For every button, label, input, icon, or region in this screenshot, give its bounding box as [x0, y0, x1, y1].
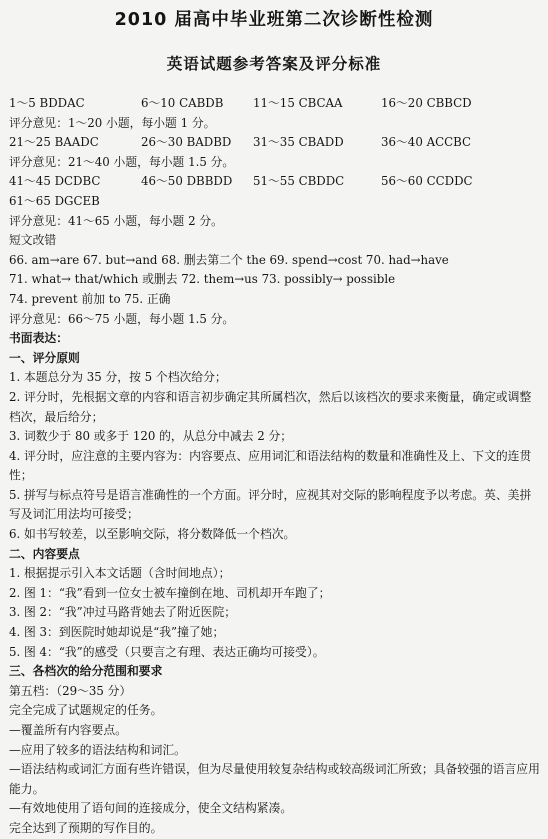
grading-note: 评分意见：66～75 小题，每小题 1.5 分。 — [9, 311, 235, 326]
grading-note: 评分意见：21～40 小题，每小题 1.5 分。 — [9, 154, 235, 169]
level-heading: 第五档：（29～35 分） — [9, 683, 132, 698]
page-subtitle: 英语试题参考答案及评分标准 — [166, 55, 382, 73]
principle-item: 6. 如书写较差，以至影响交际，将分数降低一个档次。 — [9, 527, 296, 542]
section-heading: 一、评分原则 — [9, 350, 80, 365]
writing-heading: 书面表达： — [9, 331, 68, 346]
correction-line: 66. am→are 67. but→and 68. 删去第二个 the 69. spend→cost 70. had→have — [9, 252, 449, 267]
answer-group: 41～45 DCDBC — [9, 174, 101, 189]
level-item: —覆盖所有内容要点。 — [9, 723, 127, 737]
principle-item: 4. 评分时，应注意的主要内容为：内容要点、应用词汇和语法结构的数量和准确性及上、下文的连贯性； — [9, 448, 532, 483]
answer-group: 16～20 CBBCD — [381, 96, 472, 110]
page-title: 2010 届高中毕业班第二次诊断性检测 — [114, 10, 434, 30]
answer-key-content — [9, 94, 543, 839]
level-item: 完全完成了试题规定的任务。 — [9, 703, 163, 718]
correction-line: 71. what→ that/which 或删去 72. them→us 73. possibly→ possible — [9, 272, 396, 287]
level-item: 完全达到了预期的写作目的。 — [9, 820, 163, 835]
answer-row — [9, 94, 543, 114]
section-heading: 二、内容要点 — [9, 546, 80, 561]
section-heading: 三、各档次的给分范围和要求 — [9, 664, 163, 679]
answer-group: 1～5 BDDAC — [9, 96, 85, 110]
grading-note: 评分意见：1～20 小题，每小题 1 分。 — [9, 115, 216, 130]
answer-group: 11～15 CBCAA — [253, 96, 343, 110]
answer-group: 6～10 CABDB — [141, 96, 224, 110]
correction-line: 74. prevent 前加 to 75. 正确 — [9, 291, 171, 306]
answer-group: 31～35 CBADD — [253, 135, 344, 150]
level-item: —语法结构或词汇方面有些许错误，但为尽量使用较复杂结构或较高级词汇所致；具备较强的语言应用能力。 — [9, 762, 540, 796]
answer-group: 26～30 BADBD — [141, 135, 232, 150]
answer-row — [9, 172, 543, 192]
grading-note: 评分意见：41～65 小题，每小题 2 分。 — [9, 213, 223, 228]
answer-group: 51～55 CBDDC — [253, 174, 345, 189]
answer-group: 46～50 DBBDD — [141, 174, 233, 189]
content-point: 1. 根据提示引入本文话题（含时间地点）； — [9, 566, 231, 581]
answer-group: 36～40 ACCBC — [381, 135, 472, 150]
answer-group: 56～60 CCDDC — [381, 174, 473, 189]
error-correction-heading: 短文改错 — [9, 233, 57, 248]
principle-item: 2. 评分时，先根据文章的内容和语言初步确定其所属档次，然后以该档次的要求来衡量，确定或调整档次，最后给分； — [9, 389, 532, 424]
content-point: 5. 图 4：“我”的感受（只要言之有理、表达正确均可接受）。 — [9, 644, 325, 659]
level-item: —有效地使用了语句间的连接成分，使全文结构紧凑。 — [9, 801, 293, 816]
content-point: 4. 图 3：到医院时她却说是“我”撞了她； — [9, 625, 225, 640]
answer-group: 61～65 DGCEB — [9, 193, 100, 208]
content-point: 3. 图 2：“我”冲过马路背她去了附近医院； — [9, 605, 237, 620]
principle-item: 5. 拼写与标点符号是语言准确性的一个方面。评分时，应视其对交际的影响程度予以考虑。英、美拼写及词汇用法均可接受； — [9, 487, 532, 522]
principle-item: 1. 本题总分为 35 分，按 5 个档次给分； — [9, 370, 227, 385]
level-item: —应用了较多的语法结构和词汇。 — [9, 742, 186, 757]
principle-item: 3. 词数少于 80 或多于 120 的，从总分中减去 2 分； — [9, 429, 293, 444]
answer-group: 21～25 BAADC — [9, 135, 99, 150]
answer-row — [9, 133, 543, 153]
content-point: 2. 图 1：“我”看到一位女士被车撞倒在地、司机却开车跑了； — [9, 585, 331, 600]
